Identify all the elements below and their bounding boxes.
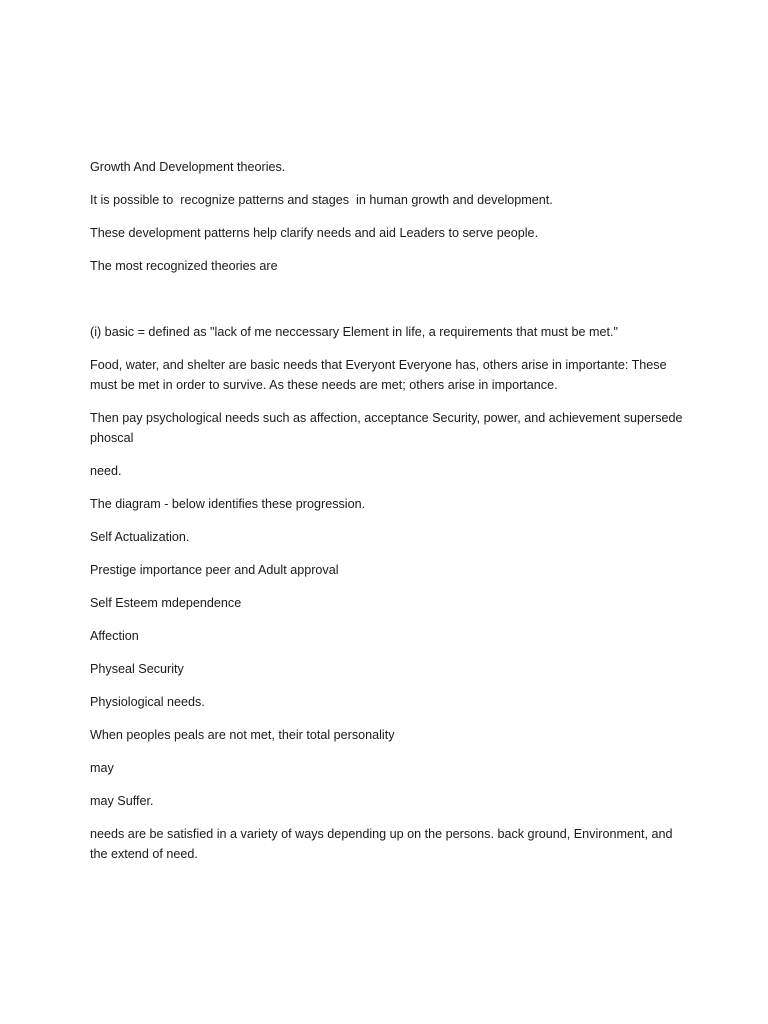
needs-list-item: Self Esteem mdependence [90,596,242,610]
paragraph: (i) basic = defined as "lack of me neccessary Element in life, a requirements that must be met." [90,325,618,339]
paragraph: need. [90,464,122,478]
needs-list-item: Prestige importance peer and Adult approval [90,563,339,577]
needs-list-item: Affection [90,629,139,643]
document-page [90,157,690,877]
paragraph: may [90,761,114,775]
paragraph: When peoples peals are not met, their total personality [90,728,395,742]
needs-list-item: Physiological needs. [90,695,205,709]
needs-list-item: Physeal Security [90,662,184,676]
paragraph: needs are be satisfied in a variety of ways depending up on the persons. back ground, Environment, and the extend of need. [90,827,676,861]
paragraph: The most recognized theories are [90,259,278,273]
paragraph: It is possible to recognize patterns and stages in human growth and development. [90,193,553,207]
paragraph: Food, water, and shelter are basic needs that Everyont Everyone has, others arise in importante: These must be met in order to survive. As these needs are met; others arise in importance. [90,358,671,392]
doc-title: Growth And Development theories. [90,160,286,174]
needs-list-item: Self Actualization. [90,530,190,544]
paragraph: may Suffer. [90,794,154,808]
paragraph: These development patterns help clarify needs and aid Leaders to serve people. [90,226,539,240]
paragraph: Then pay psychological needs such as affection, acceptance Security, power, and achievement supersede phoscal [90,411,687,445]
paragraph: The diagram - below identifies these progression. [90,497,366,511]
